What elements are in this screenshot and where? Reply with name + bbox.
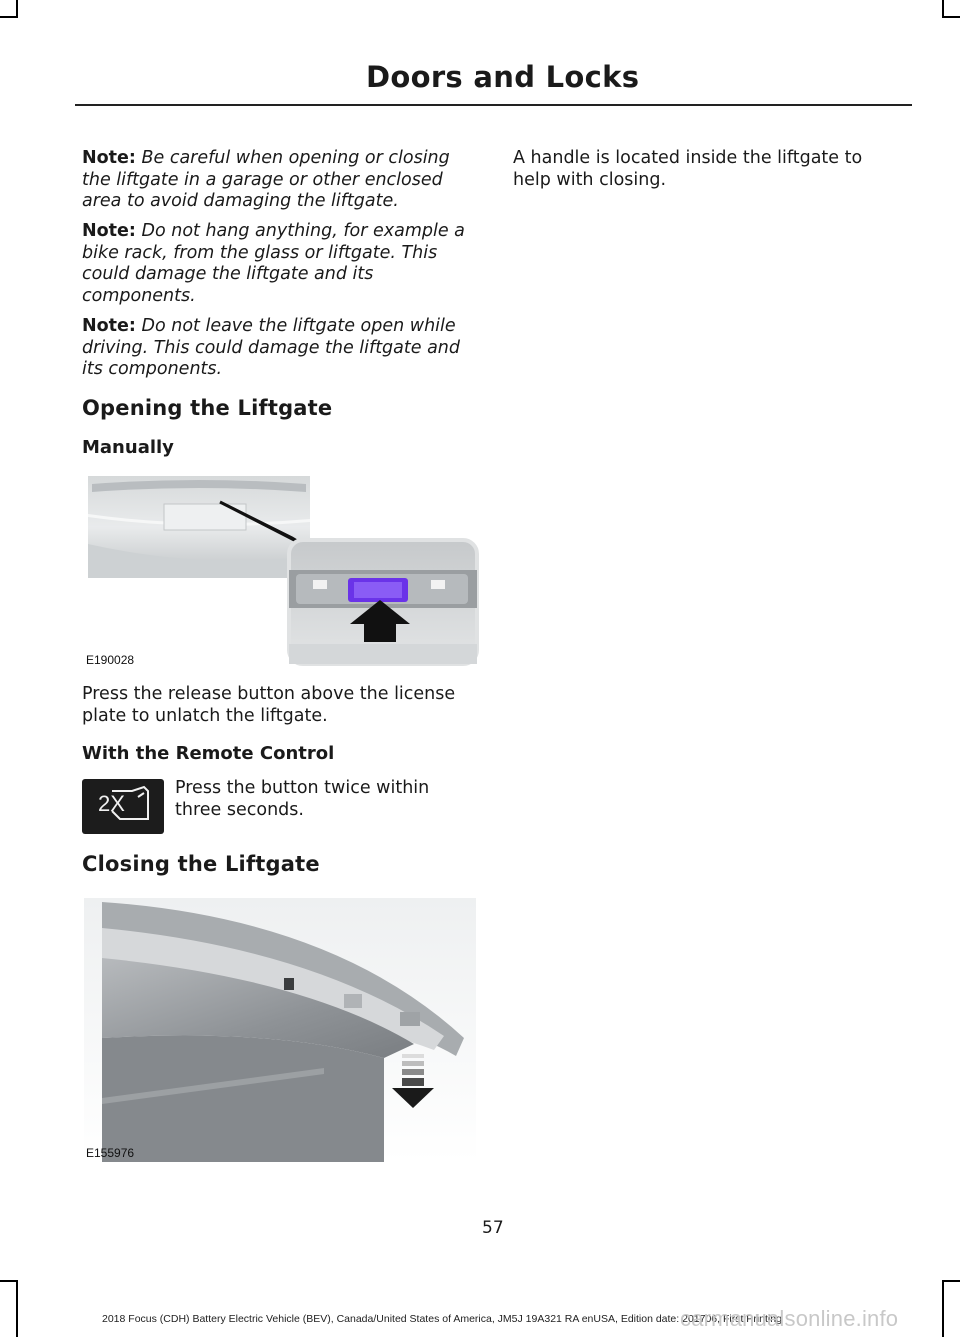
liftgate-closing-illustration (84, 898, 476, 1162)
note-label: Note: (82, 221, 136, 241)
note-text: Do not leave the liftgate open while driving. This could damage the liftgate and its components. (82, 316, 461, 379)
watermark: carmanualsonline.info (680, 1306, 899, 1331)
crop-mark-top-right-h (942, 16, 960, 18)
header-rule (75, 104, 912, 106)
note-label: Note: (82, 316, 136, 336)
note-1 (82, 148, 480, 213)
section-heading-closing: Closing the Liftgate (82, 852, 320, 876)
note-label: Note: (82, 148, 136, 168)
crop-mark-top-left-h (0, 16, 18, 18)
liftgate-release-illustration (84, 474, 480, 670)
manual-instruction: Press the release button above the license plate to unlatch the liftgate. (82, 684, 456, 726)
subheading-remote: With the Remote Control (82, 743, 335, 764)
note-text: Do not hang anything, for example a bike rack, from the glass or liftgate. This could damage the liftgate and its components. (82, 221, 465, 306)
crop-mark-bottom-right (942, 1280, 944, 1337)
remote-liftgate-icon (82, 779, 164, 834)
figure-code: E155976 (86, 1146, 135, 1160)
subheading-manually: Manually (82, 437, 174, 458)
remote-icon-label: 2X (98, 791, 125, 816)
edition-line: 2018 Focus (CDH) Battery Electric Vehicle (BEV), Canada/United States of America, JM5J 19A321 RA enUSA, Edition date: 201706, First Printing (102, 1313, 782, 1325)
closing-handle-text: A handle is located inside the liftgate to help with closing. (513, 148, 863, 190)
crop-mark-bottom-left (16, 1280, 18, 1337)
remote-instruction: Press the button twice within three seconds. (175, 778, 430, 820)
figure-release-button (84, 474, 480, 670)
section-heading-opening: Opening the Liftgate (82, 396, 333, 420)
figure-code: E190028 (86, 653, 135, 667)
page-title: Doors and Locks (366, 60, 640, 94)
figure-closing-liftgate (84, 898, 476, 1162)
crop-mark-bottom-left-h (0, 1280, 18, 1282)
crop-mark-bottom-right-h (942, 1280, 960, 1282)
page-number: 57 (482, 1218, 504, 1238)
note-text: Be careful when opening or closing the liftgate in a garage or other enclosed area to avoid damaging the liftgate. (82, 148, 450, 211)
note-2 (82, 221, 480, 307)
note-3 (82, 316, 480, 381)
